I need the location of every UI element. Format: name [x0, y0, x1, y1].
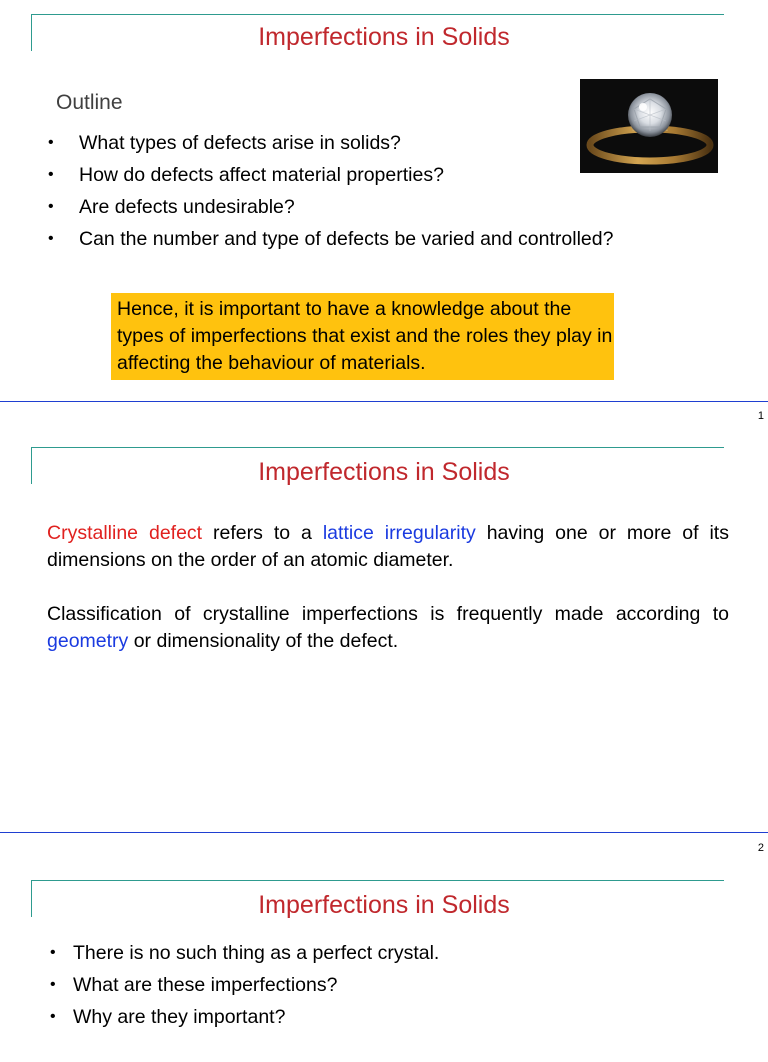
- term-lattice-irregularity: lattice irregularity: [322, 522, 476, 544]
- slide-1: [0, 0, 768, 422]
- highlight-note: Hence, it is important to have a knowledge about the types of imperfections that exist and the roles they play in affecting the behaviour of materials.: [111, 293, 614, 380]
- bullet-dot-icon: •: [50, 1008, 56, 1025]
- classification-paragraph: Classification of crystalline imperfections is frequently made according to geometry or dimensionality of the defect.: [47, 603, 729, 652]
- list-item: • There is no such thing as a perfect crystal.: [48, 937, 439, 969]
- bullet-dot-icon: •: [48, 230, 54, 247]
- bullet-dot-icon: •: [50, 944, 56, 961]
- slide-2: [0, 432, 768, 854]
- page-number: 2: [757, 842, 764, 854]
- list-item: • What are these imperfections?: [48, 969, 439, 1001]
- page-number: 1: [757, 410, 764, 422]
- term-geometry: geometry: [47, 630, 129, 652]
- slide-title: Imperfections in Solids: [258, 23, 510, 51]
- definition-paragraph: Crystalline defect refers to a lattice irregularity having one or more of its dimensions on the order of an atomic diameter.: [47, 522, 729, 571]
- term-crystalline-defect: Crystalline defect: [47, 522, 203, 544]
- slide-title: Imperfections in Solids: [258, 458, 510, 486]
- outline-bullet-list: [46, 127, 613, 255]
- list-item: • How do defects affect material properties?: [46, 159, 613, 191]
- bullet-dot-icon: •: [50, 976, 56, 993]
- slide-separator: [0, 832, 768, 833]
- slide-separator: [0, 401, 768, 402]
- list-item: • What types of defects arise in solids?: [46, 127, 613, 159]
- bullet-list: [48, 937, 439, 1033]
- list-item: • Why are they important?: [48, 1001, 439, 1033]
- slide-title: Imperfections in Solids: [258, 891, 510, 919]
- outline-heading: Outline: [56, 91, 123, 114]
- bullet-dot-icon: •: [48, 198, 54, 215]
- list-item: • Are defects undesirable?: [46, 191, 613, 223]
- bullet-dot-icon: •: [48, 166, 54, 183]
- slide-3: [0, 862, 768, 1062]
- bullet-dot-icon: •: [48, 134, 54, 151]
- list-item: • Can the number and type of defects be varied and controlled?: [46, 223, 613, 255]
